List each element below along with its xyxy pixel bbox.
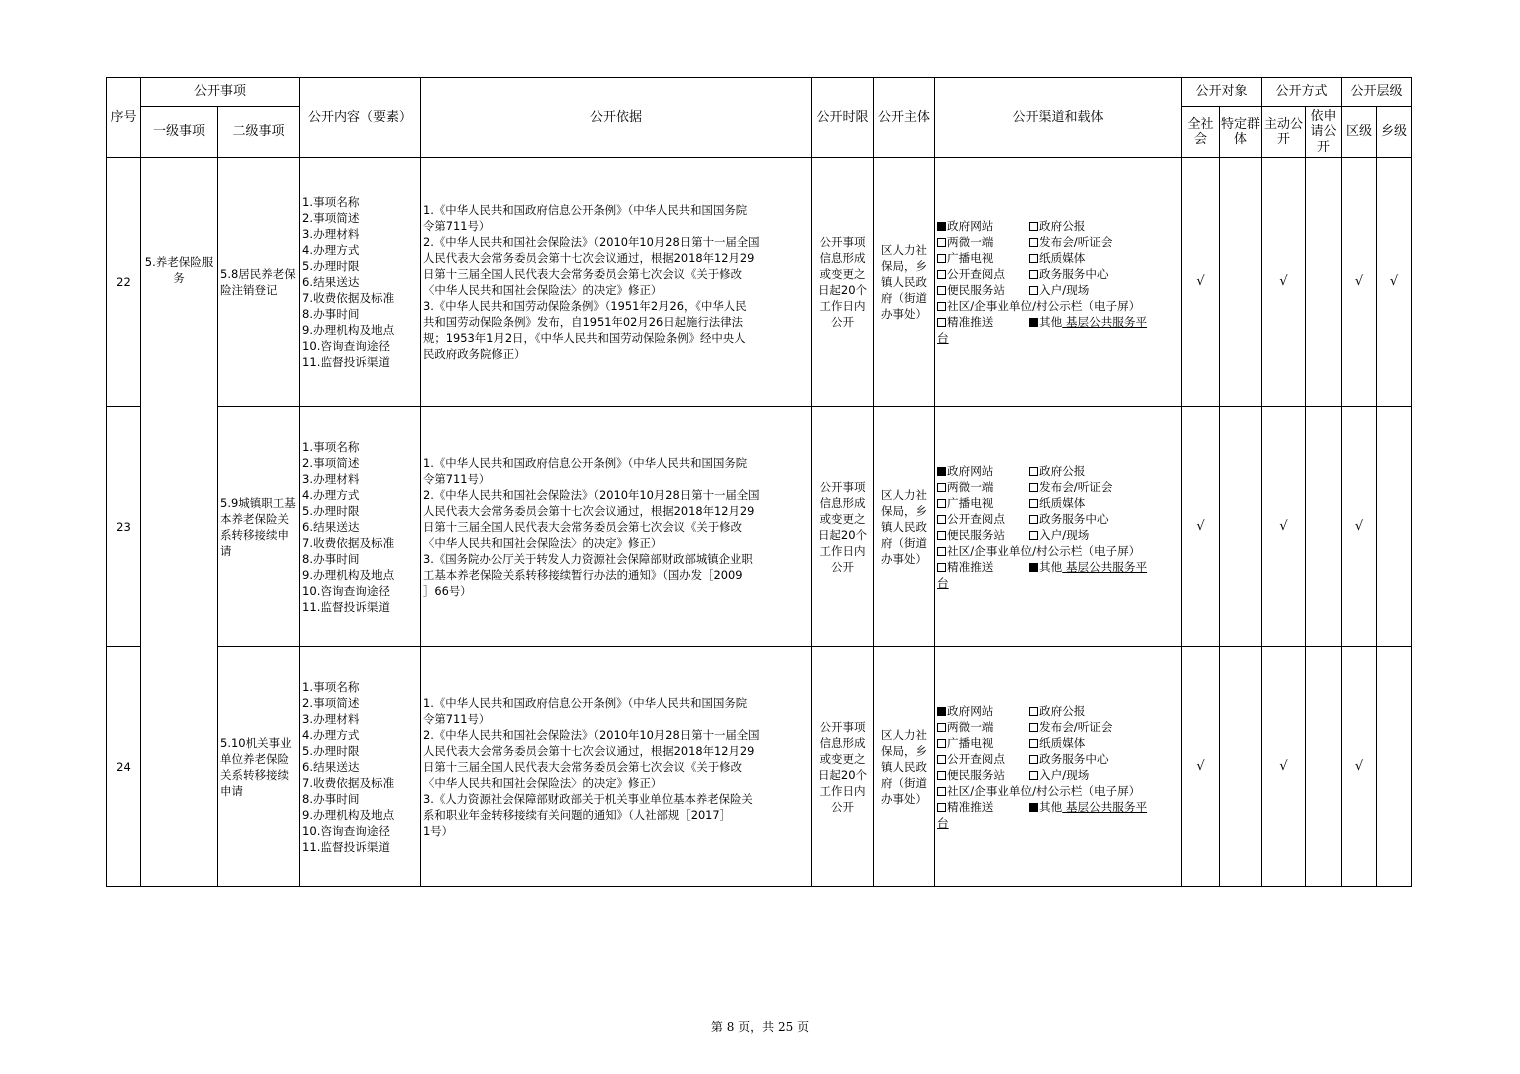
checkbox-icon: [1029, 771, 1038, 780]
checkbox-icon: [1029, 254, 1038, 263]
row-seq: 23: [107, 407, 141, 647]
header-level1: 一级事项: [141, 107, 218, 158]
check-active: √: [1262, 158, 1306, 407]
checkbox-icon: [937, 787, 946, 796]
checkbox-checked-icon: [937, 707, 946, 716]
row-basis: 1.《中华人民共和国政府信息公开条例》（中华人民共和国国务院 令第711号） 2.《中华人民共和国社会保险法》（2010年10月28日第十一届全国 人民代表大会常务委员会第十七次会议通过，根据2018年12月29 日第十三届全国人民代表大会常务委员会第七次会议《关于修改 〈中华人民共和国社会保险法〉的决定》修正） 3.《人力资源社会保障部财政部关于机关事业单位基本养老保险关 系和职业年金转移接续有关问题的通知》（人社部规［2017］ 1号）: [421, 647, 812, 887]
header-matters: 公开事项: [141, 78, 300, 107]
checkbox-icon: [937, 547, 946, 556]
checkbox-icon: [937, 499, 946, 508]
checkbox-icon: [1029, 531, 1038, 540]
row-level2: 5.9城镇职工基本养老保险关系转移接续申请: [218, 407, 300, 647]
checkbox-icon: [1029, 483, 1038, 492]
checkbox-icon: [1029, 723, 1038, 732]
checkbox-icon: [937, 286, 946, 295]
table-row: [107, 647, 1412, 887]
checkbox-icon: [937, 238, 946, 247]
row-basis: 1.《中华人民共和国政府信息公开条例》（中华人民共和国国务院 令第711号） 2.《中华人民共和国社会保险法》（2010年10月28日第十一届全国 人民代表大会常务委员会第十七次会议通过，根据2018年12月29 日第十三届全国人民代表大会常务委员会第七次会议《关于修改 〈中华人民共和国社会保险法〉的决定》修正） 3.《国务院办公厅关于转发人力资源社会保障部财政部城镇企业职 工基本养老保险关系转移接续暂行办法的通知》（国办发［2009 ］66号）: [421, 407, 812, 647]
page-footer: 第 8 页，共 25 页: [710, 1020, 810, 1034]
row-seq: 22: [107, 158, 141, 407]
row-subject: 区人力社保局，乡镇人民政府（街道办事处）: [874, 407, 935, 647]
checkbox-icon: [1029, 286, 1038, 295]
checkbox-icon: [1029, 739, 1038, 748]
header-target-all: 全社会: [1182, 107, 1220, 158]
row-seq: 24: [107, 647, 141, 887]
row-subject: 区人力社保局，乡镇人民政府（街道办事处）: [874, 647, 935, 887]
disclosure-table: [106, 77, 1412, 887]
header-level2: 二级事项: [218, 107, 300, 158]
checkbox-icon: [937, 515, 946, 524]
header-time-limit: 公开时限: [812, 78, 874, 158]
checkbox-icon: [1029, 467, 1038, 476]
header-target-specific: 特定群体: [1220, 107, 1262, 158]
checkbox-icon: [1029, 755, 1038, 764]
row-channels: 政府网站 政府公报 两微一端 发布会/听证会 广播电视 纸质媒体 公开查阅点 政务服务中心 便民服务站 入户/现场 社区/企事业单位/村公示栏（电子屏） 精准推送 其他 基层公共服务平 台: [935, 158, 1182, 407]
table-row: [107, 407, 1412, 647]
header-level-town: 乡级: [1377, 107, 1412, 158]
row-time-limit: 公开事项信息形成或变更之日起20个工作日内公开: [812, 647, 874, 887]
checkbox-checked-icon: [937, 222, 946, 231]
check-active: √: [1262, 647, 1306, 887]
checkbox-checked-icon: [1029, 318, 1038, 327]
check-request: [1306, 407, 1342, 647]
checkbox-icon: [1029, 499, 1038, 508]
checkbox-icon: [937, 483, 946, 492]
check-request: [1306, 158, 1342, 407]
check-district: √: [1342, 407, 1377, 647]
row-level2: 5.10机关事业单位养老保险关系转移接续申请: [218, 647, 300, 887]
checkbox-icon: [937, 803, 946, 812]
checkbox-icon: [937, 723, 946, 732]
header-target: 公开对象: [1182, 78, 1262, 107]
row-time-limit: 公开事项信息形成或变更之日起20个工作日内公开: [812, 158, 874, 407]
checkbox-icon: [1029, 222, 1038, 231]
check-district: √: [1342, 158, 1377, 407]
header-seq: 序号: [107, 78, 141, 158]
checkbox-icon: [937, 563, 946, 572]
checkbox-icon: [937, 531, 946, 540]
checkbox-icon: [1029, 707, 1038, 716]
row-time-limit: 公开事项信息形成或变更之日起20个工作日内公开: [812, 407, 874, 647]
check-all: √: [1182, 647, 1220, 887]
row-items: 1.事项名称 2.事项简述 3.办理材料 4.办理方式 5.办理时限 6.结果送达 7.收费依据及标准 8.办事时间 9.办理机构及地点 10.咨询查询途径 11.监督投诉渠道: [300, 647, 421, 887]
checkbox-icon: [937, 318, 946, 327]
row-items: 1.事项名称 2.事项简述 3.办理材料 4.办理方式 5.办理时限 6.结果送达 7.收费依据及标准 8.办事时间 9.办理机构及地点 10.咨询查询途径 11.监督投诉渠道: [300, 407, 421, 647]
checkbox-checked-icon: [937, 467, 946, 476]
check-specific: [1220, 647, 1262, 887]
checkbox-icon: [937, 771, 946, 780]
row-channels: 政府网站 政府公报 两微一端 发布会/听证会 广播电视 纸质媒体 公开查阅点 政务服务中心 便民服务站 入户/现场 社区/企事业单位/村公示栏（电子屏） 精准推送 其他 基层公共服务平 台: [935, 647, 1182, 887]
check-all: √: [1182, 158, 1220, 407]
checkbox-icon: [1029, 238, 1038, 247]
check-specific: [1220, 407, 1262, 647]
header-basis: 公开依据: [421, 78, 812, 158]
checkbox-icon: [937, 755, 946, 764]
header-subject: 公开主体: [874, 78, 935, 158]
header-method: 公开方式: [1262, 78, 1342, 107]
row-basis: 1.《中华人民共和国政府信息公开条例》（中华人民共和国国务院 令第711号） 2.《中华人民共和国社会保险法》（2010年10月28日第十一届全国 人民代表大会常务委员会第十七次会议通过，根据2018年12月29 日第十三届全国人民代表大会常务委员会第七次会议《关于修改 〈中华人民共和国社会保险法〉的决定》修正） 3.《中华人民共和国劳动保险条例》（1951年2月26，《中华人民 共和国劳动保险条例》发布，自1951年02月26日起施行法律法 规；1953年1月2日，《中华人民共和国劳动保险条例》经中央人 民政府政务院修正）: [421, 158, 812, 407]
check-request: [1306, 647, 1342, 887]
row-channels: 政府网站 政府公报 两微一端 发布会/听证会 广播电视 纸质媒体 公开查阅点 政务服务中心 便民服务站 入户/现场 社区/企事业单位/村公示栏（电子屏） 精准推送 其他 基层公共服务平 台: [935, 407, 1182, 647]
check-specific: [1220, 158, 1262, 407]
check-active: √: [1262, 407, 1306, 647]
checkbox-icon: [937, 302, 946, 311]
header-method-request: 依申请公开: [1306, 107, 1342, 158]
check-town: [1377, 407, 1412, 647]
checkbox-icon: [937, 739, 946, 748]
check-all: √: [1182, 407, 1220, 647]
header-channels: 公开渠道和载体: [935, 78, 1182, 158]
row-level1: 5.养老保险服务: [141, 158, 218, 887]
header-content: 公开内容（要素）: [300, 78, 421, 158]
table-row: [107, 158, 1412, 407]
checkbox-checked-icon: [1029, 803, 1038, 812]
header-level: 公开层级: [1342, 78, 1412, 107]
header-level-district: 区级: [1342, 107, 1377, 158]
header-method-active: 主动公开: [1262, 107, 1306, 158]
row-level2: 5.8居民养老保险注销登记: [218, 158, 300, 407]
checkbox-icon: [937, 254, 946, 263]
checkbox-checked-icon: [1029, 563, 1038, 572]
row-items: 1.事项名称 2.事项简述 3.办理材料 4.办理方式 5.办理时限 6.结果送达 7.收费依据及标准 8.办事时间 9.办理机构及地点 10.咨询查询途径 11.监督投诉渠道: [300, 158, 421, 407]
checkbox-icon: [937, 270, 946, 279]
row-subject: 区人力社保局，乡镇人民政府（街道办事处）: [874, 158, 935, 407]
check-district: √: [1342, 647, 1377, 887]
check-town: √: [1377, 158, 1412, 407]
checkbox-icon: [1029, 270, 1038, 279]
check-town: [1377, 647, 1412, 887]
checkbox-icon: [1029, 515, 1038, 524]
